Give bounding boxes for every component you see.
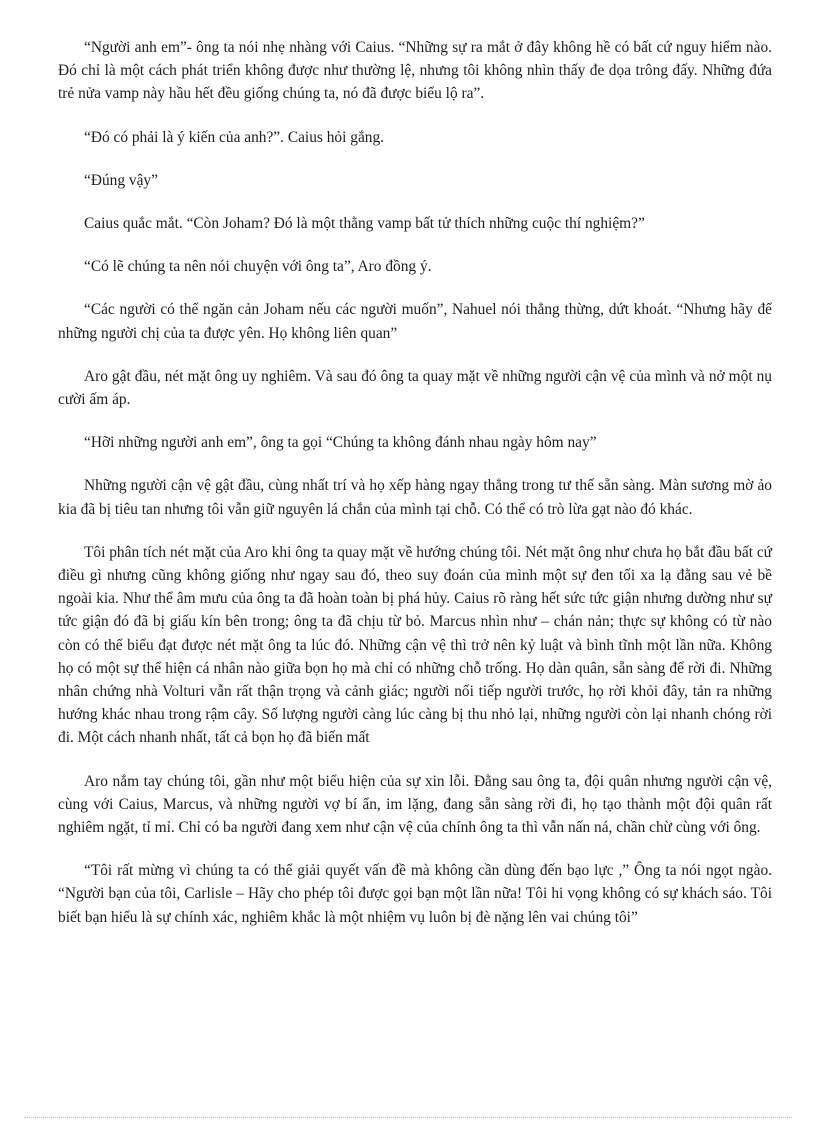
paragraph-11: Aro nắm tay chúng tôi, gần như một biểu hiện của sự xin lỗi. Đằng sau ông ta, đội quân nhưng người cận vệ, cùng với Caius, Marcus, và những người vợ bí ẩn, im lặng, đang sẵn sàng rời đi, họ tạo thành một đội quân rất nghiêm ngặt, tỉ mỉ. Chỉ có ba người đang xem như cận vệ của chính ông ta thì vẫn nấn ná, chần chừ cùng với ông. (58, 772, 772, 837)
document-page (58, 36, 772, 949)
paragraph-12: “Tôi rất mừng vì chúng ta có thể giải quyết vấn đề mà không cần dùng đến bạo lực ,” Ông ta nói ngọt ngào. “Người bạn của tôi, Carlisle – Hãy cho phép tôi được gọi bạn một lần nữa! Tôi hi vọng không có sự khách sáo. Tôi biết bạn hiểu là sự chính xác, nghiêm khắc là một nhiệm vụ luôn bị đè nặng lên vai chúng tôi” (58, 862, 772, 926)
page-bottom-divider (24, 1117, 792, 1118)
paragraph-5: “Có lẽ chúng ta nên nói chuyện với ông ta”, Aro đồng ý. (84, 258, 432, 276)
paragraph-2: “Đó có phải là ý kiến của anh?”. Caius hỏi gắng. (84, 128, 385, 146)
paragraph-6: “Các người có thể ngăn cản Joham nếu các người muốn”, Nahuel nói thẳng thừng, dứt khoát. “Nhưng hãy để những người chị của ta được yên. Họ không liên quan” (58, 301, 772, 342)
paragraph-9: Những người cận vệ gật đầu, cùng nhất trí và họ xếp hàng ngay thẳng trong tư thế sẵn sàng. Màn sương mờ ảo kia đã bị tiêu tan nhưng tôi vẫn giữ nguyên lá chắn của mình tại chỗ. Có thể có trò lừa gạt nào đó khác. (58, 477, 772, 518)
paragraph-4: Caius quắc mắt. “Còn Joham? Đó là một thằng vamp bất tử thích những cuộc thí nghiệm?” (84, 215, 645, 233)
paragraph-8: “Hỡi những người anh em”, ông ta gọi “Chúng ta không đánh nhau ngày hôm nay” (84, 434, 597, 452)
paragraph-7: Aro gật đầu, nét mặt ông uy nghiêm. Và sau đó ông ta quay mặt về những người cận vệ của mình và nở một nụ cười ấm áp. (58, 367, 772, 409)
paragraph-3: “Đúng vậy” (84, 171, 158, 189)
paragraph-1: “Người anh em”- ông ta nói nhẹ nhàng với Caius. “Những sự ra mắt ở đây không hề có bất cứ nguy hiểm nào. Đó chỉ là một cách phát triển không được như thường lệ, nhưng tôi không nhìn thấy đe dọa trông đấy. Những đứa trẻ nửa vamp này hầu hết đều giống chúng ta, nó đã được biểu lộ ra”. (58, 39, 772, 103)
paragraph-10: Tôi phân tích nét mặt của Aro khi ông ta quay mặt về hướng chúng tôi. Nét mặt ông như chưa họ bắt đầu bất cứ điều gì nhưng cũng không giống như ngay sau đó, theo suy đoán của mình một sự đen tối xa lạ đằng sau vẻ bề ngoài kia. Như thể âm mưu của ông ta đã hoàn toàn bị phá hủy. Caius rõ ràng hết sức tức giận nhưng dường như sự tức giận đó đã bị giấu kín bên trong; ông ta đã chịu từ bỏ. Marcus nhìn như – chán nản; thực sự không có từ nào còn có thể biểu đạt được nét mặt ông ta lúc đó. Những cận vệ thì trở nên kỷ luật và bình tĩnh một lần nữa. Không họ có một sự thể hiện cá nhân nào giữa bọn họ mà chỉ có những chỗ trống. Họ dàn quân, sẵn sàng để rời đi. Những nhân chứng nhà Volturi vẫn rất thận trọng và cảnh giác; người nối tiếp người trước, họ rời khỏi đây, tản ra những hướng khác nhau trong rậm cây. Số lượng người càng lúc càng bị thu nhỏ lại, những người còn lại nhanh chóng rời đi. Một cách nhanh nhất, tất cả bọn họ đã biến mất (58, 543, 772, 747)
